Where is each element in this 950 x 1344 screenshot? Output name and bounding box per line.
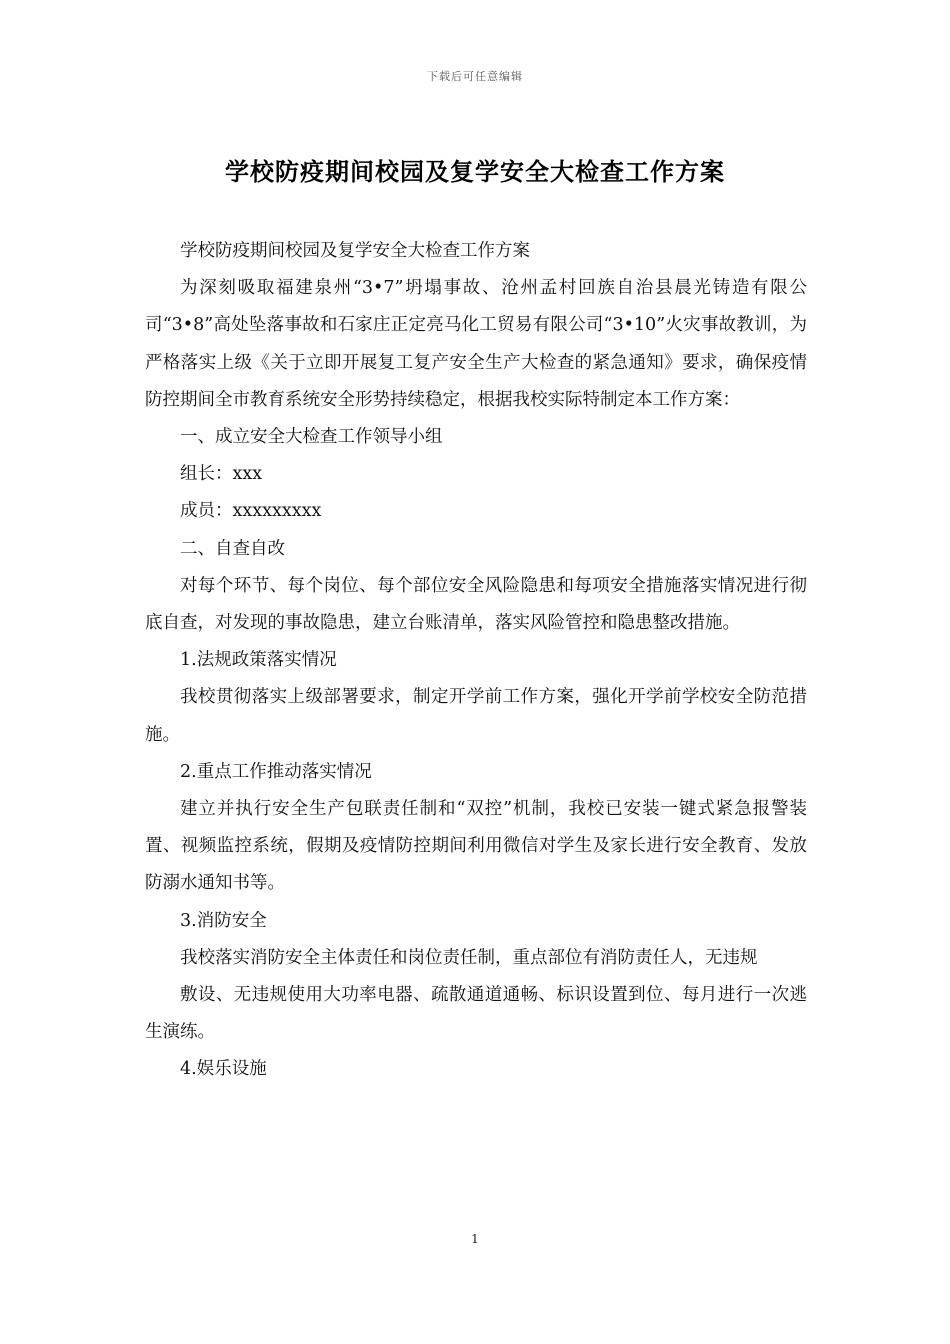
section-heading-2: 二、自查自改 [180, 538, 285, 559]
document-title: 学校防疫期间校园及复学安全大检查工作方案 [225, 157, 725, 186]
paragraph-self-check: 对每个环节、每个岗位、每个部位安全风险隐患和每项安全措施落实情况进行彻底自查，对发现的事故隐患，建立台账清单，落实风险管控和隐患整改措施。 [145, 575, 807, 634]
document-body [145, 233, 807, 1089]
paragraph-intro: 为深刻吸取福建泉州“3•7”坍塌事故、沧州孟村回族自治县晨光铸造有限公司“3•8”高处坠落事故和石家庄正定亮马化工贸易有限公司“3•10”火灾事故教训，为严格落实上级《关于立即开展复工复产安全生产大检查的紧急通知》要求，确保疫情防控期间全市教育系统安全形势持续稳定，根据我校实际特制定本工作方案： [145, 278, 807, 410]
header-note: 下载后可任意编辑 [427, 70, 523, 83]
subsection-heading-1: 1.法规政策落实情况 [180, 650, 337, 671]
paragraph-key-work: 建立并执行安全生产包联责任制和“双控”机制，我校已安装一键式紧急报警装置、视频监控系统，假期及疫情防控期间利用微信对学生及家长进行安全教育、发放防溺水通知书等。 [145, 799, 807, 894]
paragraph-leader: 组长：xxx [180, 464, 263, 485]
paragraph-fire-safety-2: 敷设、无违规使用大功率电器、疏散通道通畅、标识设置到位、每月进行一次逃生演练。 [145, 985, 807, 1043]
paragraph-members: 成员：xxxxxxxxx [180, 501, 322, 522]
subsection-heading-4: 4.娱乐设施 [180, 1059, 267, 1080]
subsection-heading-2: 2.重点工作推动落实情况 [180, 761, 372, 782]
paragraph-policy: 我校贯彻落实上级部署要求，制定开学前工作方案，强化开学前学校安全防范措施。 [145, 687, 807, 745]
paragraph-fire-safety-1: 我校落实消防安全主体责任和岗位责任制，重点部位有消防责任人，无违规 [180, 947, 758, 968]
section-heading-1: 一、成立安全大检查工作领导小组 [180, 427, 443, 448]
subsection-heading-3: 3.消防安全 [180, 910, 267, 931]
paragraph-subtitle: 学校防疫期间校园及复学安全大检查工作方案 [180, 241, 530, 261]
page-number: 1 [471, 1232, 479, 1246]
